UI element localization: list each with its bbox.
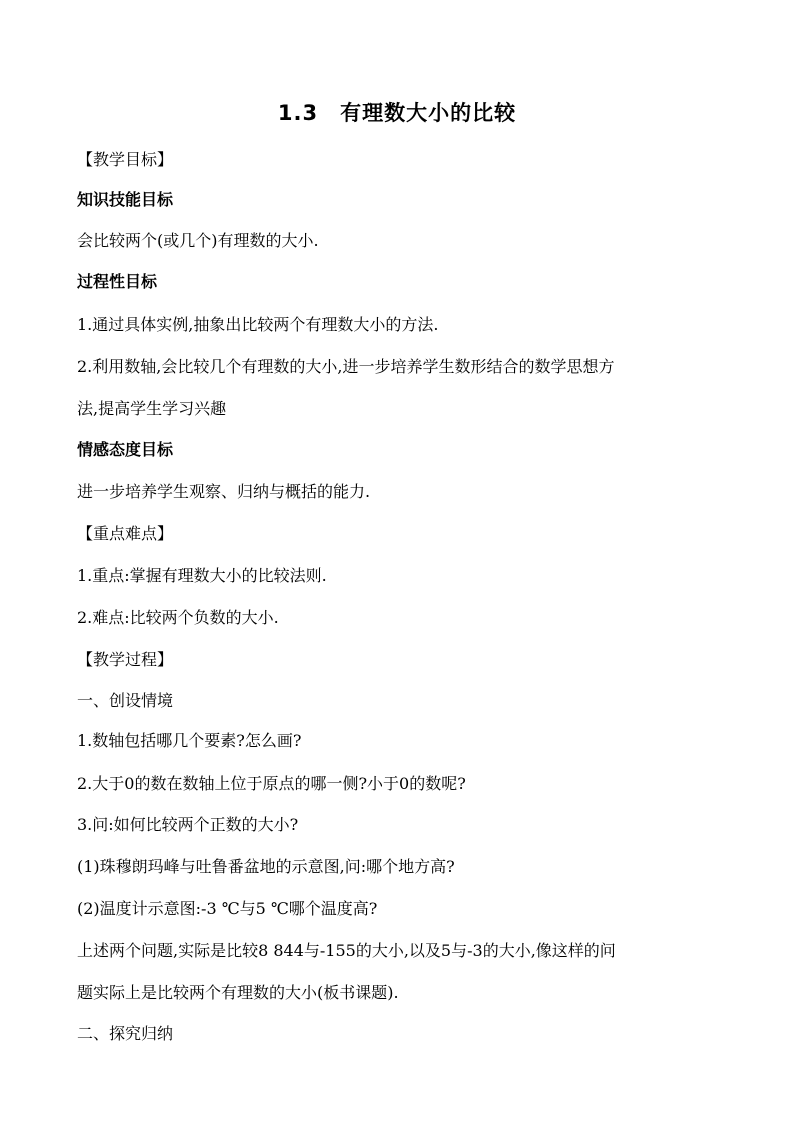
paragraph-process-goal-2-line1: 2.利用数轴,会比较几个有理数的大小,进一步培养学生数形结合的数学思想方: [77, 357, 615, 376]
subheading-knowledge-skills: 知识技能目标: [77, 190, 174, 209]
paragraph-summary-line1: 上述两个问题,实际是比较8 844与-155的大小,以及5与-3的大小,像这样的问: [77, 941, 616, 960]
paragraph-key-point-2: 2.难点:比较两个负数的大小.: [77, 608, 279, 627]
section-heading-teaching-goals: 【教学目标】: [77, 150, 174, 169]
paragraph-question-3: 3.问:如何比较两个正数的大小?: [77, 815, 299, 834]
paragraph-summary-line2: 题实际上是比较两个有理数的大小(板书课题).: [77, 983, 399, 1002]
paragraph-process-goal-2-line2: 法,提高学生学习兴趣: [77, 399, 227, 418]
subheading-emotion-goals: 情感态度目标: [77, 440, 174, 459]
section-heading-teaching-process: 【教学过程】: [77, 650, 174, 669]
section-title-create-scenario: 一、创设情境: [77, 691, 174, 710]
page-title: 1.3 有理数大小的比较: [277, 101, 517, 125]
section-heading-key-points: 【重点难点】: [77, 524, 174, 543]
paragraph-subquestion-1: (1)珠穆朗玛峰与吐鲁番盆地的示意图,问:哪个地方高?: [77, 857, 455, 876]
subheading-process-goals: 过程性目标: [77, 272, 158, 291]
section-title-explore-summarize: 二、探究归纳: [77, 1024, 174, 1043]
paragraph-key-point-1: 1.重点:掌握有理数大小的比较法则.: [77, 566, 327, 585]
paragraph-emotion-goal: 进一步培养学生观察、归纳与概括的能力.: [77, 482, 371, 501]
paragraph-subquestion-2: (2)温度计示意图:-3 ℃与5 ℃哪个温度高?: [77, 899, 378, 918]
paragraph-question-1: 1.数轴包括哪几个要素?怎么画?: [77, 731, 302, 750]
paragraph-knowledge-goal: 会比较两个(或几个)有理数的大小.: [77, 231, 319, 250]
paragraph-process-goal-1: 1.通过具体实例,抽象出比较两个有理数大小的方法.: [77, 315, 439, 334]
paragraph-question-2: 2.大于0的数在数轴上位于原点的哪一侧?小于0的数呢?: [77, 774, 466, 793]
